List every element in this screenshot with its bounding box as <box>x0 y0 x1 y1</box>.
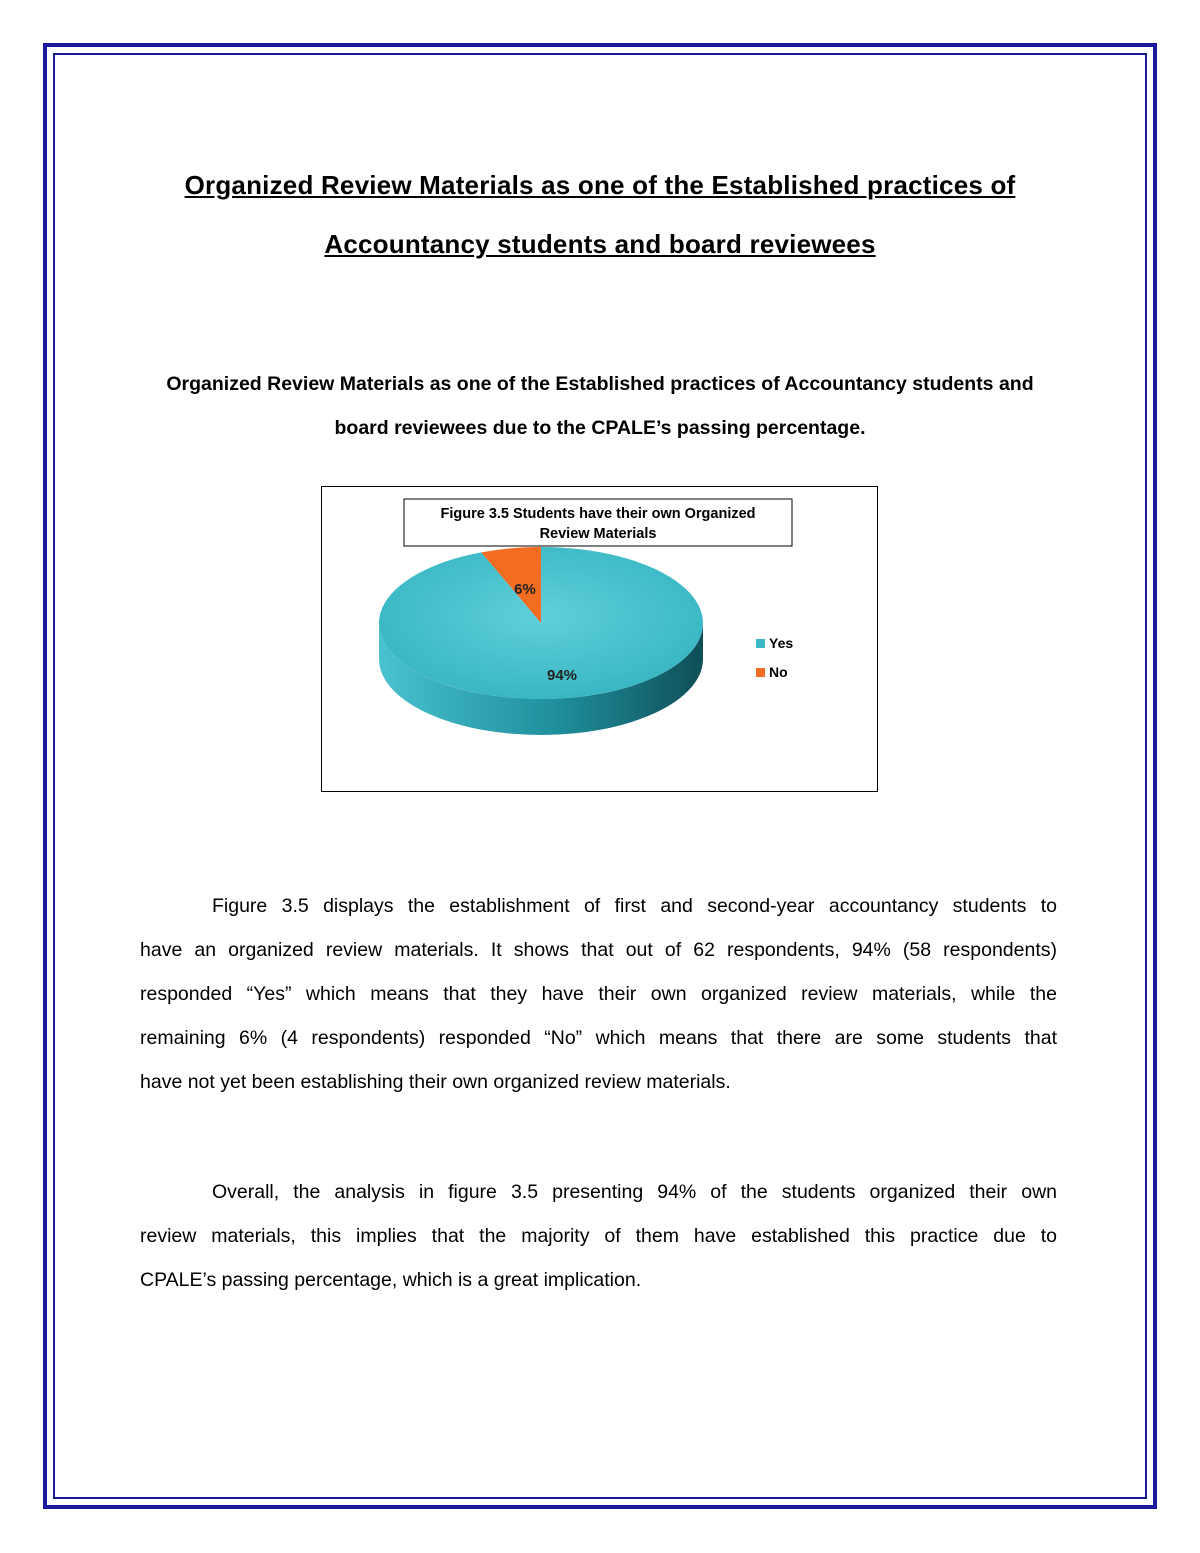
pie-chart-svg <box>322 487 879 793</box>
legend-swatch-yes <box>756 639 765 648</box>
paragraph-1-line: remaining 6% (4 respondents) responded “No” which means that there are some students that <box>140 1027 1057 1049</box>
chart-legend <box>756 635 793 680</box>
paragraph-2-line: CPALE’s passing percentage, which is a great implication. <box>140 1269 642 1291</box>
paragraph-1-line: Figure 3.5 displays the establishment of first and second-year accountancy students to <box>212 895 1057 917</box>
legend-swatch-no <box>756 668 765 677</box>
pie-chart <box>321 486 878 792</box>
paragraph-2-line: review materials, this implies that the majority of them have established this practice due to <box>140 1225 1057 1247</box>
chart-title-line-1: Figure 3.5 Students have their own Organized <box>440 506 756 522</box>
paragraph-2-line: Overall, the analysis in figure 3.5 presenting 94% of the students organized their own <box>212 1181 1057 1203</box>
paragraph-1-line: have an organized review materials. It shows that out of 62 respondents, 94% (58 respondents) <box>140 939 1057 961</box>
chart-title-line-2: Review Materials <box>539 526 657 542</box>
section-heading-line-2: Accountancy students and board reviewees <box>324 229 876 259</box>
pie-plot-area <box>379 547 703 735</box>
legend-label-yes: Yes <box>769 635 794 651</box>
figure-caption-line-2: board reviewees due to the CPALE’s passing percentage. <box>334 417 866 439</box>
paragraph-1-line: responded “Yes” which means that they have their own organized review materials, while the <box>140 983 1057 1005</box>
paragraph-1 <box>140 884 1057 1104</box>
paragraph-2 <box>140 1170 1057 1302</box>
figure-caption-line-1: Organized Review Materials as one of the Established practices of Accountancy students and <box>166 373 1034 395</box>
section-heading-line-1: Organized Review Materials as one of the Established practices of <box>184 170 1016 200</box>
data-label-yes: 94% <box>546 667 578 684</box>
paragraph-1-line: have not yet been establishing their own organized review materials. <box>140 1071 731 1093</box>
data-label-no: 6% <box>514 581 536 598</box>
legend-label-no: No <box>769 664 788 680</box>
